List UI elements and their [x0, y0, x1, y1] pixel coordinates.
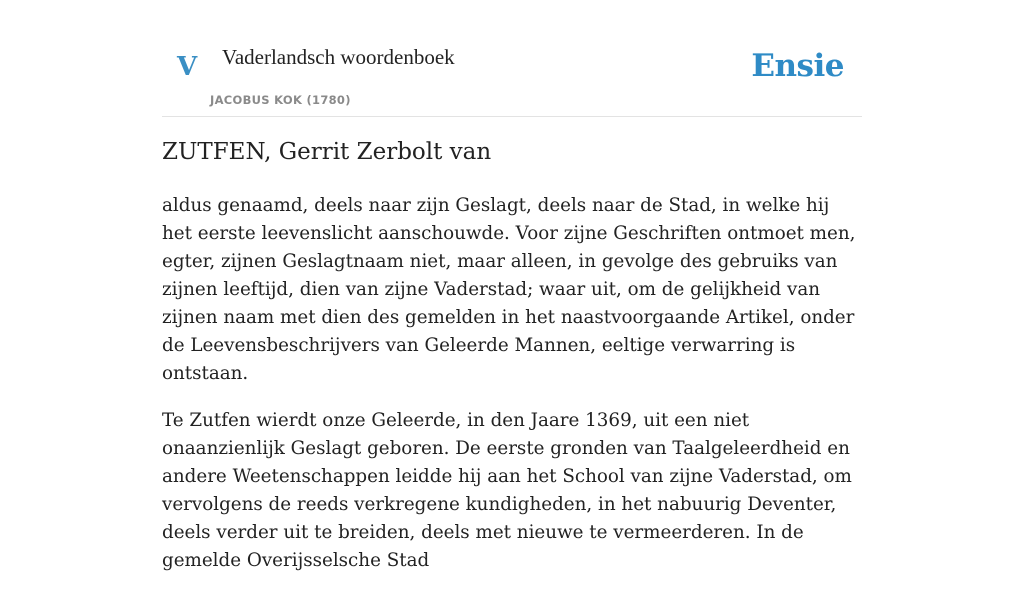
entry-paragraph: Te Zutfen wierdt onze Geleerde, in den Jaare 1369, uit een niet onaanzienlijk Geslagt geboren. De eerste gronden van Taalgeleerdheid en andere Weetenschappen leidde hij aan het School van zijne Vaderstad, om vervolgens de reeds verkregene kundigheden, in het nabuurig Deventer, deels verder uit te breiden, deels met nieuwe te vermeerderen. In de gemelde Overijsselsche Stad [162, 410, 852, 571]
ensie-logo[interactable]: Ensie [751, 48, 844, 84]
header [162, 0, 862, 117]
book-author: JACOBUS KOK (1780) [210, 93, 351, 107]
entry-body [162, 192, 862, 594]
book-title-link[interactable]: Vaderlandsch woordenboek [222, 45, 455, 69]
book-letter-badge[interactable]: V [177, 52, 198, 82]
entry-title: ZUTFEN, Gerrit Zerbolt van [162, 139, 492, 165]
entry-paragraph: aldus genaamd, deels naar zijn Geslagt, deels naar de Stad, in welke hij het eerste leevenslicht aanschouwde. Voor zijne Geschriften ontmoet men, egter, zijnen Geslagtnaam niet, maar alleen, in gevolge des gebruiks van zijnen leeftijd, dien van zijne Vaderstad; waar uit, om de gelijkheid van zijnen naam met dien des gemelden in het naastvoorgaande Artikel, onder de Leevensbeschrijvers van Geleerde Mannen, eeltige verwarring is ontstaan. [162, 195, 856, 384]
